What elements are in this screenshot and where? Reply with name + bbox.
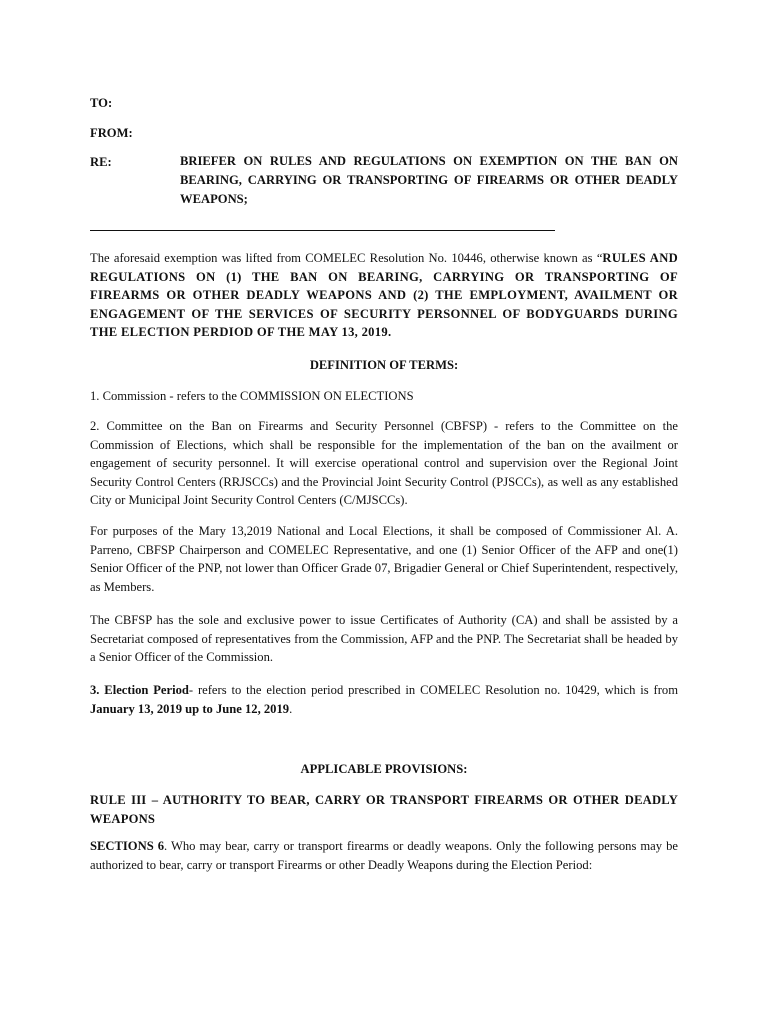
re-subject: BRIEFER ON RULES AND REGULATIONS ON EXEMPTION ON THE BAN ON BEARING, CARRYING OR TRANSPORTING OF FIREARMS OR OTHER DEADLY WEAPONS;	[180, 154, 678, 206]
election-period-end: .	[289, 701, 293, 716]
definitions-heading: DEFINITION OF TERMS:	[309, 358, 459, 372]
definition-commission: 1. Commission - refers to the COMMISSION ON ELECTIONS	[90, 389, 414, 403]
election-period-dates: January 13, 2019 up to June 12, 2019	[90, 701, 290, 716]
definition-committee: 2. Committee on the Ban on Firearms and Security Personnel (CBFSP) - refers to the Committee on the Commission of Elections, which shall be responsible for the implementation of the ban on the availment or engagement of security personnel. It will exercise operational control and supervision over the Regional Joint Security Control Centers (RRJSCCs) and the Provincial Joint Security Control (PJSCCs), as well as any established City or Municipal Joint Security Control Centers (C/MJSCCs).	[90, 419, 678, 508]
intro-lead: The aforesaid exemption was lifted from COMELEC Resolution No. 10446, otherwise known as “	[90, 251, 603, 265]
rule-iii-heading: RULE III – AUTHORITY TO BEAR, CARRY OR TRANSPORT FIREARMS OR OTHER DEADLY WEAPONS	[90, 793, 678, 826]
intro-paragraph	[90, 249, 678, 342]
to-label: TO:	[90, 96, 113, 110]
re-label: RE:	[90, 155, 112, 169]
separator-line	[90, 230, 555, 231]
definition-election-period	[90, 681, 678, 718]
section-6-text: . Who may bear, carry or transport firearms or deadly weapons. Only the following persons may be authorized to bear, carry or transport Firearms or other Deadly Weapons during the Election Period:	[90, 839, 678, 872]
resolution-title: RULES AND REGULATIONS ON (1) THE BAN ON BEARING, CARRYING OR TRANSPORTING OF FIREARMS OR OTHER DEADLY WEAPONS AND (2) THE EMPLOYMENT, AVAILMENT OR ENGAGEMENT OF THE SERVICES OF SECURITY PERSONNEL OF BODYGUARDS DURING THE ELECTION PERDIOD OF THE MAY 13, 2019.	[90, 251, 678, 340]
composition-paragraph: For purposes of the Mary 13,2019 National and Local Elections, it shall be composed of Commissioner Al. A. Parreno, CBFSP Chairperson and COMELEC Representative, and one (1) Senior Officer of the AFP and one(1) Senior Officer of the PNP, not lower than Officer Grade 07, Brigadier General or Chief Superintendent, respectively, as Members.	[90, 524, 678, 594]
section-6-paragraph	[90, 837, 678, 874]
cbfsp-power-paragraph: The CBFSP has the sole and exclusive power to issue Certificates of Authority (CA) and shall be assisted by a Secretariat composed of representatives from the Commission, AFP and the PNP. The Secretariat shall be headed by a Senior Officer of the Commission.	[90, 613, 678, 665]
provisions-heading: APPLICABLE PROVISIONS:	[300, 762, 468, 776]
election-period-text: - refers to the election period prescribed in COMELEC Resolution no. 10429, which is from	[188, 683, 678, 697]
from-label: FROM:	[90, 126, 133, 140]
election-period-label: 3. Election Period	[90, 683, 189, 697]
section-6-label: SECTIONS 6	[90, 839, 165, 853]
